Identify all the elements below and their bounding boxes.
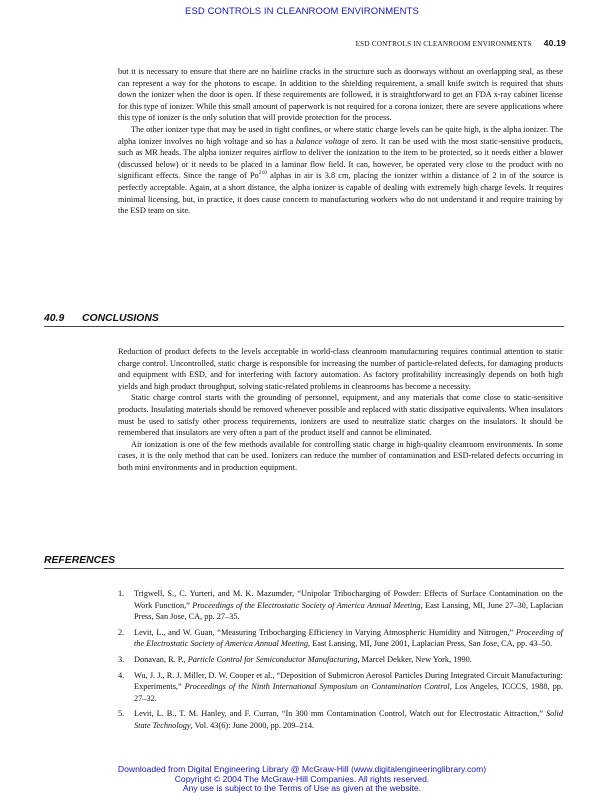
header-banner: ESD CONTROLS IN CLEANROOM ENVIRONMENTS <box>185 6 419 17</box>
reference-item: 2. Levit, L., and W. Guan, “Measuring Tribocharging Efficiency in Varying Atmospheric Humidity and Nitrogen,” Proceeding of the Electrostatic Society of America Annual Meeting, East Lansing, MI, June 2001, Laplacian Press, San Jose, CA, pp. 43–50. <box>118 627 563 649</box>
reference-item: 4. Wu, J. J., R. J. Miller, D. W. Cooper et al., “Deposition of Submicron Aerosol Particles During Integrated Circuit Manufacturing: Experiments,” Proceedings of the Ninth International Symposium on Contamination Control, Los Angeles, ICCCS, 1988, pp. 27–32. <box>118 670 563 703</box>
section-number: 40.9 <box>44 313 65 324</box>
conclusions-paragraph-3: Air ionization is one of the few methods available for controlling static charge in high-quality cleanroom environments. In some cases, it is the only method that can be used. Ionizers can reduce the number of contamination and ESD-related defects occurring in both mini environments and in production equipment. <box>118 439 563 472</box>
footer-terms: Any use is subject to the Terms of Use as given at the website. <box>182 783 422 794</box>
section-heading-references <box>44 555 564 569</box>
running-head <box>0 38 566 48</box>
intro-paragraph-2: The other ionizer type that may be used in tight confines, or where static charge levels can be quite high, is the alpha ionizer. The alpha ionizer involves no high voltage and so has a balance voltage of zero. It can be used with the most static-sensitive products, such as MR heads. The alpha ionizer requires airflow to deliver the ionization to the item to be protected, so it needs either a blower (discussed below) or it needs to be placed in a laminar flow field. It can, however, be operated very close to the product with no significant effects. Since the range of Po$^{210}$ alphas in air is 3.8 cm, placing the ionizer within a distance of 2 in of the source is perfectly acceptable. Again, at a short distance, the alpha ionizer is capable of dealing with extremely high charge levels. It requires minimal licensing, but, in practice, it does cause concern to manufacturing workers who do not understand it and require training by the ESD team on site. <box>118 124 564 216</box>
references-title: REFERENCES <box>44 555 116 566</box>
section-heading-conclusions <box>44 313 564 327</box>
conclusions-paragraph-2: Static charge control starts with the grounding of personnel, equipment, and any materials that come close to static-sensitive products. Insulating materials should be removed whenever possible and replaced with static dissipative equivalents. When insulators must be used to satisfy other process requirements, ionizers are used to neutralize static charges on the insulators. It should be remembered that insulators are very often a part of the product itself and cannot be eliminated. <box>118 393 563 438</box>
running-head-title: ESD CONTROLS IN CLEANROOM ENVIRONMENTS <box>355 40 532 48</box>
reference-item: 5. Levit, L. B., T. M. Hanley, and F. Curran, “In 300 mm Contamination Control, Watch out for Electrostatic Attraction,” Solid State Technology, Vol. 43(6): June 2000, pp. 209–214. <box>118 709 563 730</box>
conclusions-text <box>118 346 563 474</box>
reference-item: 3. Donavan, R. P., Particle Control for Semiconductor Manufacturing, Marcel Dekker, New York, 1990. <box>118 654 472 664</box>
section-title: CONCLUSIONS <box>82 313 159 324</box>
intro-text <box>118 66 563 217</box>
intro-paragraph-1: but it is necessary to ensure that there are no hairline cracks in the structure such as doorways without an overlapping seal, as these can represent a way for the photons to escape. In addition to the shielding requirement, a small knife switch is required that shuts down the ionizer when the door is open. If these requirements are followed, it is straightforward to get an FDA x-ray cabinet license for this type of ionizer. While this small amount of paperwork is not required for a corona ionizer, there are severe applications where this type of ionizer is the only solution that will provide protection for the process. <box>118 67 563 123</box>
reference-list <box>118 588 563 736</box>
page-number: 40.19 <box>543 38 566 48</box>
conclusions-paragraph-1: Reduction of product defects to the levels acceptable in world-class cleanroom manufacturing requires continual attention to static charge control. Uncontrolled, static charge is responsible for increasing the number of particle-related defects, for damaging products and equipment with ESD, and for interfering with factory automation. As factory profitability increasingly depends on both high yields and high product throughput, solving static-related problems in cleanrooms has become a necessity. <box>118 347 563 391</box>
footer-copyright: Copyright © 2004 The McGraw-Hill Companies. All rights reserved. <box>174 773 430 784</box>
reference-item: 1. Trigwell, S., C. Yurteri, and M. K. Mazumder, “Unipolar Tribocharging of Powder: Effects of Surface Contamination on the Work Function,” Proceedings of the Electrostatic Society of America Annual Meeting, East Lansing, MI, June 27–30, Laplacian Press, San Jose, CA, pp. 27–35. <box>118 589 563 622</box>
footer <box>0 765 604 794</box>
footer-download-link[interactable]: Downloaded from Digital Engineering Library @ McGraw-Hill (www.digitalengineeringlibrary.com) <box>117 764 487 774</box>
